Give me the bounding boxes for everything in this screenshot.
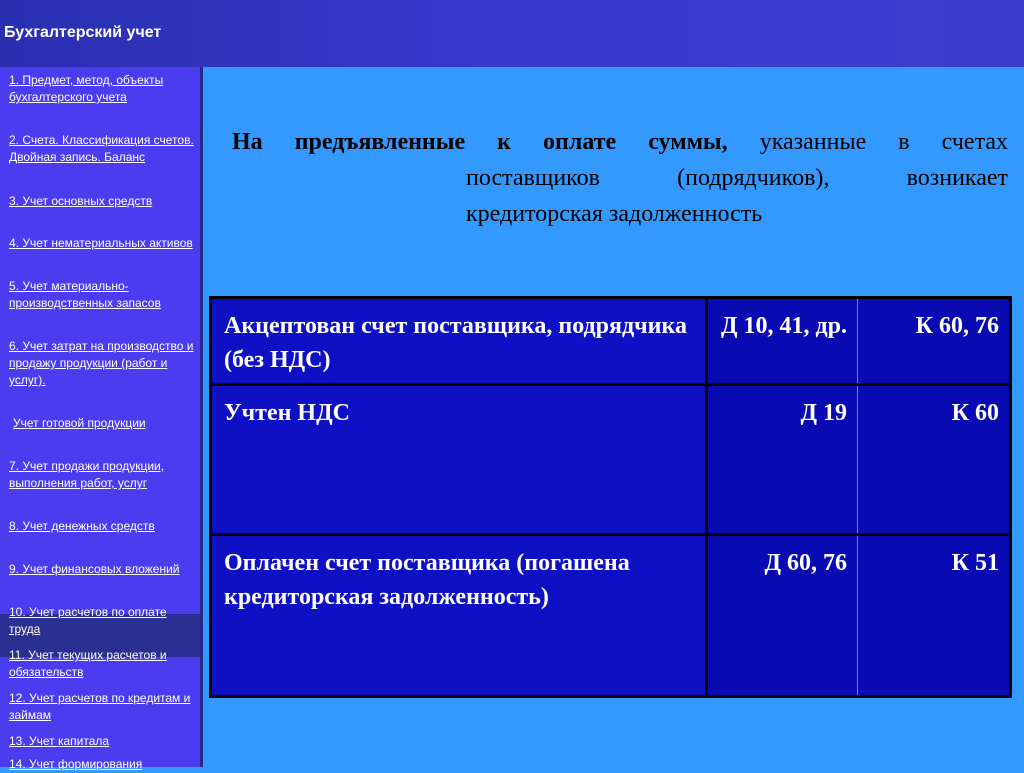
nav-item-accounts[interactable]: 2. Счета. Классификация счетов. Двойная запись. Баланс [9,133,194,164]
table-row [211,385,1011,535]
entry-operation: Учтен НДС [211,385,707,535]
entry-debit: Д 19 [707,385,858,535]
nav-item-formation[interactable]: 14. Учет формирования [9,757,143,771]
nav-item-inventories[interactable]: 5. Учет материально-производственных запасов [9,279,161,310]
nav-item-investments[interactable]: 9. Учет финансовых вложений [9,562,180,576]
nav-item-current-liabilities[interactable]: 11. Учет текущих расчетов и обязательств [9,648,167,679]
entry-credit: К 60, 76 [858,298,1011,385]
heading-line-1 [232,124,1008,160]
heading-line-1-rest: указанные в счетах [759,129,1009,155]
entry-operation: Акцептован счет поставщика, подрядчика (без НДС) [211,298,707,385]
nav-item-sales[interactable]: 7. Учет продажи продукции, выполнения работ, услуг [9,459,165,490]
nav-item-capital[interactable]: 13. Учет капитала [9,734,110,748]
nav-item-subject-method[interactable]: 1. Предмет, метод, объекты бухгалтерского учета [9,73,164,104]
table-row [211,535,1011,697]
nav-item-cash[interactable]: 8. Учет денежных средств [9,519,155,533]
nav-item-production-costs[interactable]: 6. Учет затрат на производство и продажу продукции (работ и услуг). [9,339,194,387]
app-title: Бухгалтерский учет [4,24,162,41]
nav-item-fixed-assets[interactable]: 3. Учет основных средств [9,194,153,208]
heading-bold-part: На предъявленные к оплате суммы, [232,129,728,155]
entry-debit: Д 10, 41, др. [707,298,858,385]
sidebar-nav [0,67,203,771]
heading-line-3: кредиторская задолженность [466,201,763,227]
table-row [211,298,1011,385]
entry-credit: К 51 [858,535,1011,697]
header-bar [0,0,1024,67]
nav-item-finished-goods[interactable]: Учет готовой продукции [13,416,146,430]
entry-credit: К 60 [858,385,1011,535]
entries-table [209,296,1012,698]
nav-item-loans[interactable]: 12. Учет расчетов по кредитам и займам [9,691,191,722]
slide-heading [232,124,1008,232]
entry-debit: Д 60, 76 [707,535,858,697]
nav-item-payroll[interactable]: 10. Учет расчетов по оплате труда [9,605,167,636]
entry-operation: Оплачен счет поставщика (погашена кредиторская задолженность) [211,535,707,697]
heading-line-2: поставщиков (подрядчиков), возникает [466,165,1008,191]
nav-item-intangibles[interactable]: 4. Учет нематериальных активов [9,236,193,250]
